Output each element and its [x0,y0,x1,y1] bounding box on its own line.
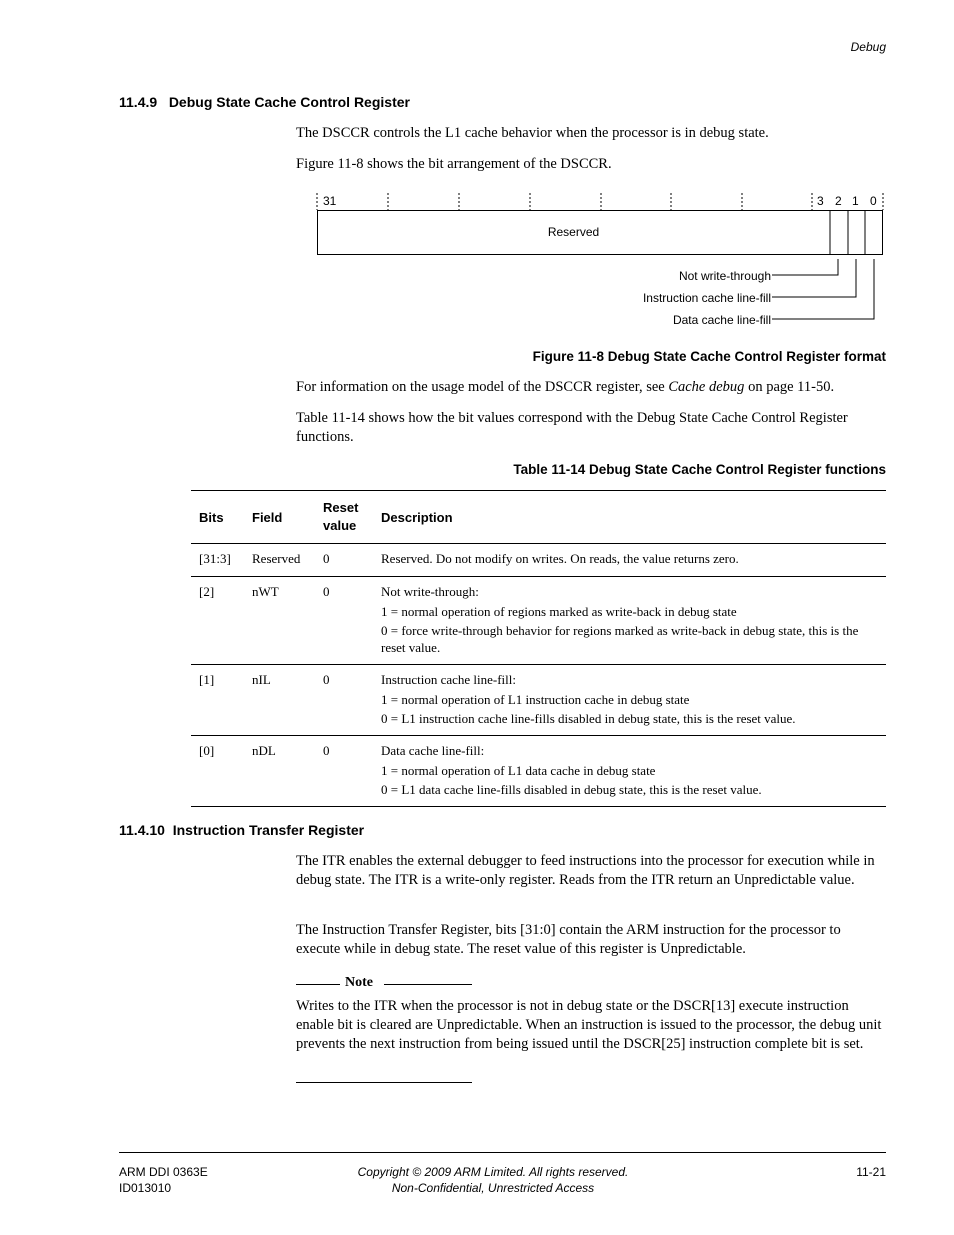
callout-instruction-cache-line-fill: Instruction cache line-fill [642,291,771,305]
table-header-row [191,491,886,544]
cell-field: Reserved [244,544,315,577]
callout-not-write-through: Not write-through [678,269,771,283]
cell-bits: [1] [191,665,244,736]
table-caption: Table 11-14 Debug State Cache Control Register functions [513,462,886,477]
cell-bits: [31:3] [191,544,244,577]
cell-field: nDL [244,736,315,807]
column-header-reset-value: Reset value [315,491,373,544]
dsccr-intro-paragraph: The DSCCR controls the L1 cache behavior when the processor is in debug state. [296,125,769,141]
table-row [191,665,886,736]
cell-field: nIL [244,665,315,736]
column-header-description: Description [373,491,886,544]
reserved-field-label: Reserved [547,225,600,239]
cell-description: Instruction cache line-fill: 1 = normal operation of L1 instruction cache in debug state 0 = L1 instruction cache line-fills disabled in debug state, this is the reset value. [373,665,886,736]
bit-divider-ticks [317,193,883,210]
cell-reset: 0 [315,577,373,665]
bit-label-2: 2 [835,194,842,208]
bit-label-1: 1 [852,194,859,208]
cell-reset: 0 [315,736,373,807]
table-row [191,577,886,665]
cell-description: Not write-through: 1 = normal operation of regions marked as write-back in debug state 0 = force write-through behavior for regions marked as write-back in debug state, this is the reset value. [373,577,886,665]
table-row [191,544,886,577]
note-rule-left [296,984,340,985]
usage-model-paragraph: For information on the usage model of the DSCCR register, see Cache debug on page 11-50. [296,379,835,395]
callout-data-cache-line-fill: Data cache line-fill [672,313,771,327]
note-label: Note [345,975,373,990]
footer-doc-id: ARM DDI 0363E ID013010 [119,1165,208,1195]
footer-rule [119,1152,886,1153]
cell-description: Reserved. Do not modify on writes. On reads, the value returns zero. [373,544,886,577]
cell-bits: [0] [191,736,244,807]
cell-description: Data cache line-fill: 1 = normal operation of L1 data cache in debug state 0 = L1 data cache line-fills disabled in debug state, this is the reset value. [373,736,886,807]
note-text: Writes to the ITR when the processor is not in debug state or the DSCR[13] execute instruction enable bit is cleared are Unpredictable. When an instruction is issued to the processor, the debug unit prevents the next instruction from being issued until the DSCR[25] instruction complete bit is set. [296,998,882,1052]
itr-bits-paragraph: The Instruction Transfer Register, bits [31:0] contain the ARM instruction for the processor to execute while in debug state. The reset value of this register is Unpredictable. [296,922,841,957]
figure-reference-paragraph: Figure 11-8 shows the bit arrangement of the DSCCR. [296,156,612,172]
footer-copyright: Copyright © 2009 ARM Limited. All rights reserved. Non-Confidential, Unrestricted Access [357,1165,629,1195]
running-header: Debug [850,40,886,54]
cache-debug-link[interactable]: Cache debug [668,379,745,395]
leader-icl [772,259,856,297]
itr-intro-paragraph: The ITR enables the external debugger to feed instructions into the processor for execution while in debug state. The ITR is a write-only register. Reads from the ITR return an Unpredictable value. [296,853,875,888]
figure-caption: Figure 11-8 Debug State Cache Control Register format [532,349,886,364]
note-rule-bottom [296,1082,472,1083]
section-heading-dsccr: 11.4.9 Debug State Cache Control Register [119,94,410,110]
bit-label-0: 0 [870,194,877,208]
dsccr-functions-table [191,490,886,807]
cell-field: nWT [244,577,315,665]
column-header-field: Field [244,491,315,544]
table-reference-paragraph: Table 11-14 shows how the bit values correspond with the Debug State Cache Control Register functions. [296,410,848,445]
column-header-bits: Bits [191,491,244,544]
cell-reset: 0 [315,665,373,736]
table-row [191,736,886,807]
bit-label-3: 3 [817,194,824,208]
cell-bits: [2] [191,577,244,665]
section-heading-itr: 11.4.10 Instruction Transfer Register [119,822,365,838]
register-format-diagram [0,0,954,340]
leader-dcl [772,259,874,319]
cell-reset: 0 [315,544,373,577]
leader-nwt [772,259,838,275]
page-number: 11-21 [856,1165,886,1179]
note-rule-right [384,984,472,985]
bit-label-31: 31 [323,194,337,208]
